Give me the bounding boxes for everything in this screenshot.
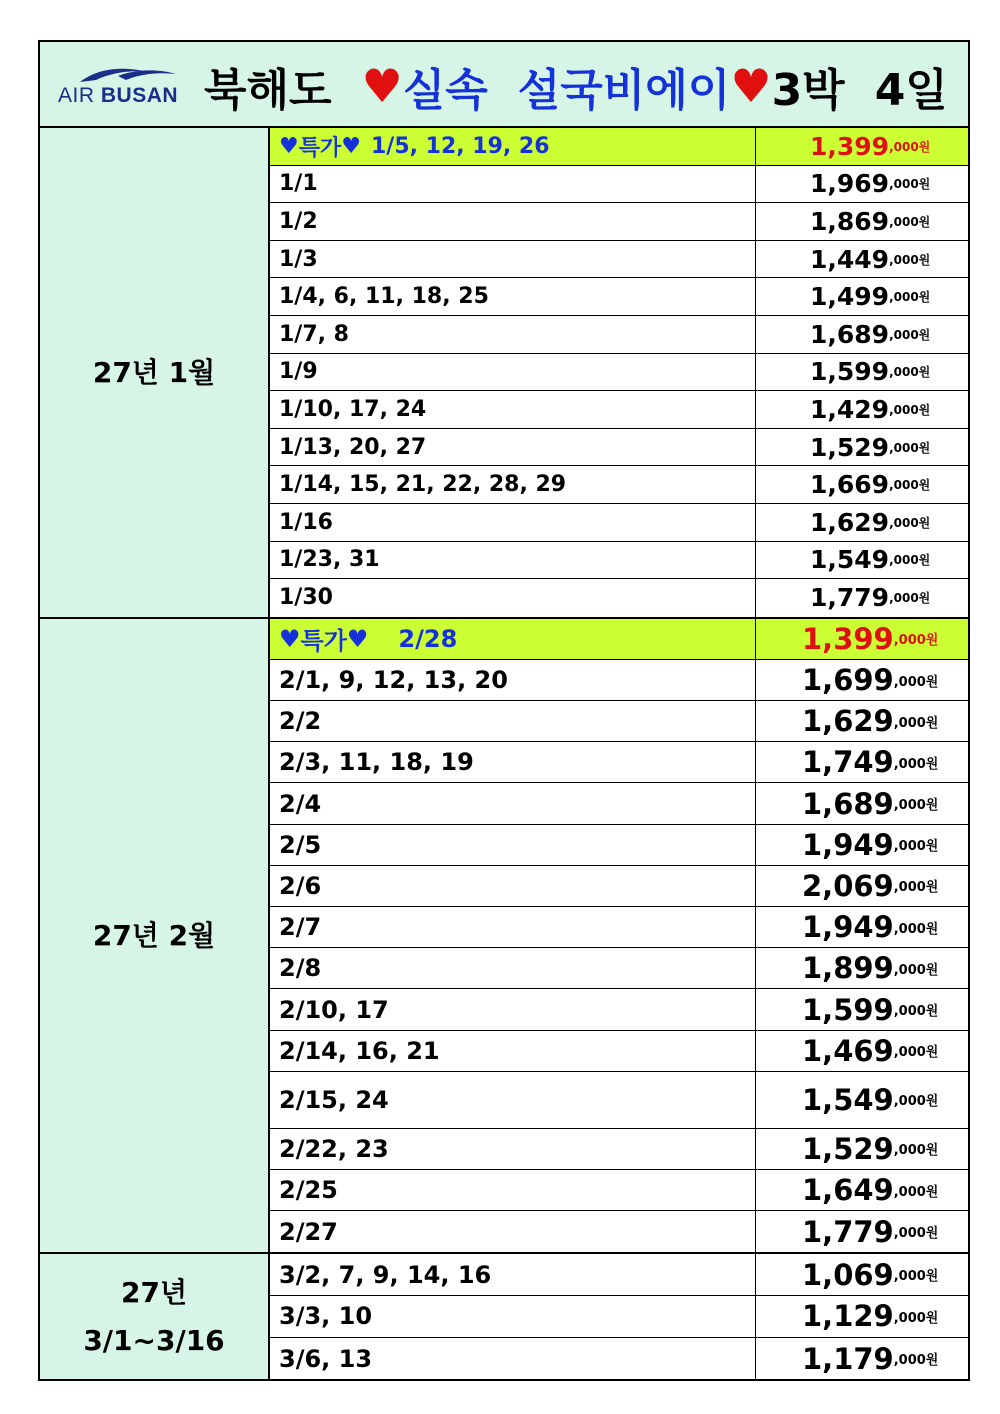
- date-cell: 2/6: [270, 866, 756, 906]
- price-row: [270, 1296, 968, 1338]
- price-value: 1,779: [810, 583, 890, 613]
- price-suffix: ,000원: [893, 756, 939, 772]
- price-row: [270, 1338, 968, 1380]
- price-suffix: ,000원: [893, 1143, 939, 1159]
- price-row: [270, 742, 968, 783]
- price-value: 1,069: [802, 1257, 894, 1292]
- air-busan-logo: [58, 64, 180, 114]
- price-suffix: ,000원: [889, 214, 931, 229]
- price-cell: [756, 1031, 968, 1071]
- price-cell: [756, 907, 968, 947]
- price-cell: [756, 579, 968, 617]
- date-cell: 2/25: [270, 1170, 756, 1210]
- logo-text: [58, 84, 178, 108]
- heart-icon: ♥: [341, 133, 361, 159]
- price-suffix: ,000원: [893, 1226, 939, 1242]
- special-label: 특가: [298, 135, 342, 161]
- price-cell: [756, 278, 968, 315]
- date-cell: 2/10, 17: [270, 989, 756, 1029]
- heart-icon: ♥: [730, 59, 772, 113]
- title-hotel-1: 실속: [402, 65, 488, 116]
- price-value: 1,469: [802, 1033, 894, 1068]
- price-value: 1,669: [810, 470, 890, 500]
- date-cell: 1/23, 31: [270, 542, 756, 579]
- logo-text-light: AIR: [58, 84, 95, 107]
- price-suffix: ,000원: [893, 1184, 939, 1200]
- price-value: 1,629: [810, 507, 890, 537]
- price-value: 1,629: [802, 704, 894, 739]
- price-cell: [756, 1338, 968, 1380]
- price-row: [270, 1170, 968, 1211]
- price-cell: [756, 354, 968, 391]
- price-suffix: ,000원: [889, 177, 931, 192]
- price-value: 2,069: [802, 868, 894, 903]
- section-march: [40, 1254, 968, 1379]
- price-cell: [756, 1072, 968, 1128]
- special-price-row: [270, 128, 968, 166]
- price-suffix: ,000원: [889, 553, 931, 568]
- price-suffix: ,000원: [889, 327, 931, 342]
- price-cell: [756, 701, 968, 741]
- price-cell: [756, 1254, 968, 1295]
- date-cell: [270, 619, 756, 659]
- price-suffix: ,000원: [893, 1353, 939, 1369]
- price-cell: [756, 989, 968, 1029]
- price-value: 1,429: [810, 394, 890, 424]
- price-row: [270, 825, 968, 866]
- price-value: 1,689: [802, 786, 894, 821]
- price-value: 1,869: [810, 206, 890, 236]
- price-cell: [756, 742, 968, 782]
- price-value: 1,689: [810, 319, 890, 349]
- date-cell: 3/2, 7, 9, 14, 16: [270, 1254, 756, 1295]
- price-row: [270, 660, 968, 701]
- page-title: [204, 56, 948, 116]
- date-cell: 3/3, 10: [270, 1296, 756, 1337]
- month-label: [40, 1254, 270, 1379]
- price-suffix: ,000원: [893, 798, 939, 814]
- date-cell: 2/8: [270, 948, 756, 988]
- price-row: [270, 701, 968, 742]
- price-row: [270, 907, 968, 948]
- price-value: 1,699: [802, 663, 894, 697]
- price-suffix: ,000원: [889, 478, 931, 493]
- price-suffix: ,000원: [893, 1269, 939, 1285]
- price-value: 1,499: [810, 282, 890, 312]
- price-row: [270, 866, 968, 907]
- date-cell: 1/16: [270, 504, 756, 541]
- price-suffix: ,000원: [893, 1004, 939, 1019]
- month-line-1: 27년: [120, 1276, 187, 1310]
- price-row: [270, 1072, 968, 1129]
- price-row: [270, 466, 968, 504]
- date-cell: 2/5: [270, 825, 756, 865]
- price-value: 1,949: [802, 910, 894, 945]
- price-cell: [756, 203, 968, 240]
- date-cell: 2/15, 24: [270, 1072, 756, 1128]
- price-cell: [756, 128, 968, 165]
- price-rows: [270, 128, 968, 617]
- price-row: [270, 278, 968, 316]
- date-cell: 1/13, 20, 27: [270, 429, 756, 466]
- price-value: 1,599: [810, 357, 890, 387]
- date-cell: 2/22, 23: [270, 1129, 756, 1169]
- date-cell: 2/3, 11, 18, 19: [270, 742, 756, 782]
- price-suffix: ,000원: [893, 715, 939, 731]
- price-value: 1,649: [802, 1173, 894, 1208]
- price-cell: [756, 866, 968, 906]
- price-cell: [756, 391, 968, 428]
- price-cell: [756, 825, 968, 865]
- price-value: 1,449: [810, 244, 890, 274]
- date-cell: 2/1, 9, 12, 13, 20: [270, 660, 756, 700]
- price-suffix: ,000원: [889, 252, 931, 267]
- price-cell: [756, 504, 968, 541]
- date-cell: 1/14, 15, 21, 22, 28, 29: [270, 466, 756, 503]
- price-suffix: ,000원: [893, 674, 939, 690]
- price-suffix: ,000원: [889, 440, 931, 455]
- price-sheet: [38, 40, 970, 1381]
- price-suffix: ,000원: [889, 515, 931, 530]
- price-row: [270, 948, 968, 989]
- title-hotel-2: 설국비에이: [517, 65, 731, 116]
- month-label: 27년 2월: [40, 619, 270, 1253]
- date-cell: [270, 128, 756, 165]
- date-cell: 1/2: [270, 203, 756, 240]
- price-row: [270, 504, 968, 542]
- date-cell: 1/9: [270, 354, 756, 391]
- title-region: 북해도: [204, 65, 332, 116]
- date-cell: 1/30: [270, 579, 756, 617]
- bird-wing-icon: [78, 64, 178, 86]
- price-suffix: ,000원: [893, 633, 939, 649]
- price-row: [270, 391, 968, 429]
- price-suffix: ,000원: [893, 1310, 939, 1326]
- price-row: [270, 354, 968, 392]
- price-row: [270, 579, 968, 617]
- price-value: 1,599: [802, 992, 894, 1027]
- price-row: [270, 783, 968, 824]
- price-cell: [756, 619, 968, 659]
- price-rows: [270, 619, 968, 1253]
- heart-icon: ♥: [279, 624, 301, 653]
- price-row: [270, 1031, 968, 1072]
- price-cell: [756, 1211, 968, 1252]
- price-row: [270, 203, 968, 241]
- title-duration-1: 3박: [771, 65, 845, 116]
- price-cell: [756, 316, 968, 353]
- price-value: 1,949: [802, 827, 894, 862]
- price-suffix: ,000원: [893, 962, 939, 978]
- special-label: 특가: [300, 627, 347, 656]
- price-suffix: ,000원: [893, 921, 939, 937]
- price-suffix: ,000원: [889, 139, 931, 154]
- price-row: [270, 166, 968, 204]
- date-cell: 2/7: [270, 907, 756, 947]
- price-row: [270, 429, 968, 467]
- price-row: [270, 316, 968, 354]
- price-cell: [756, 660, 968, 700]
- section-january: [40, 128, 968, 619]
- price-suffix: ,000원: [893, 839, 939, 855]
- price-value: 1,779: [802, 1214, 894, 1249]
- price-suffix: ,000원: [889, 591, 931, 606]
- logo-text-bold: BUSAN: [100, 84, 179, 107]
- price-row: [270, 542, 968, 580]
- heart-icon: ♥: [279, 133, 299, 159]
- month-label: 27년 1월: [40, 128, 270, 617]
- price-row: [270, 1211, 968, 1252]
- date-cell: 2/2: [270, 701, 756, 741]
- price-cell: [756, 1296, 968, 1337]
- dates-text: 1/5, 12, 19, 26: [370, 133, 550, 159]
- price-cell: [756, 429, 968, 466]
- heart-icon: ♥: [361, 59, 403, 113]
- date-cell: 2/27: [270, 1211, 756, 1252]
- section-february: [40, 619, 968, 1255]
- price-cell: [756, 948, 968, 988]
- date-cell: 1/1: [270, 166, 756, 203]
- price-cell: [756, 166, 968, 203]
- price-cell: [756, 1129, 968, 1169]
- price-row: [270, 989, 968, 1030]
- price-value: 1,549: [810, 545, 890, 575]
- price-value: 1,529: [802, 1131, 894, 1166]
- month-line-2: 3/1~3/16: [83, 1323, 225, 1357]
- date-cell: 1/7, 8: [270, 316, 756, 353]
- date-cell: 2/14, 16, 21: [270, 1031, 756, 1071]
- price-cell: [756, 1170, 968, 1210]
- date-cell: 1/4, 6, 11, 18, 25: [270, 278, 756, 315]
- price-suffix: ,000원: [893, 1094, 939, 1110]
- price-suffix: ,000원: [889, 365, 931, 380]
- price-cell: [756, 542, 968, 579]
- price-row: [270, 241, 968, 279]
- special-price-row: [270, 619, 968, 660]
- price-suffix: ,000원: [889, 290, 931, 305]
- price-row: [270, 1254, 968, 1296]
- date-cell: 2/4: [270, 783, 756, 823]
- price-value: 1,129: [802, 1299, 894, 1334]
- price-value: 1,749: [802, 745, 894, 780]
- price-suffix: ,000원: [893, 880, 939, 896]
- date-cell: 3/6, 13: [270, 1338, 756, 1380]
- price-cell: [756, 466, 968, 503]
- price-suffix: ,000원: [889, 402, 931, 417]
- price-value: 1,399: [810, 131, 890, 161]
- price-suffix: ,000원: [893, 1045, 939, 1061]
- header-banner: [40, 42, 968, 128]
- price-value: 1,179: [802, 1341, 894, 1376]
- date-cell: 1/10, 17, 24: [270, 391, 756, 428]
- heart-icon: ♥: [346, 624, 369, 653]
- price-cell: [756, 241, 968, 278]
- price-cell: [756, 783, 968, 823]
- title-duration-2: 4일: [874, 65, 948, 116]
- price-value: 1,399: [802, 621, 894, 656]
- date-cell: 1/3: [270, 241, 756, 278]
- price-row: [270, 1129, 968, 1170]
- price-value: 1,899: [802, 951, 894, 986]
- dates-text: 2/28: [398, 624, 458, 653]
- price-value: 1,549: [802, 1082, 894, 1117]
- price-value: 1,969: [810, 169, 890, 199]
- price-rows: [270, 1254, 968, 1379]
- price-value: 1,529: [810, 432, 890, 462]
